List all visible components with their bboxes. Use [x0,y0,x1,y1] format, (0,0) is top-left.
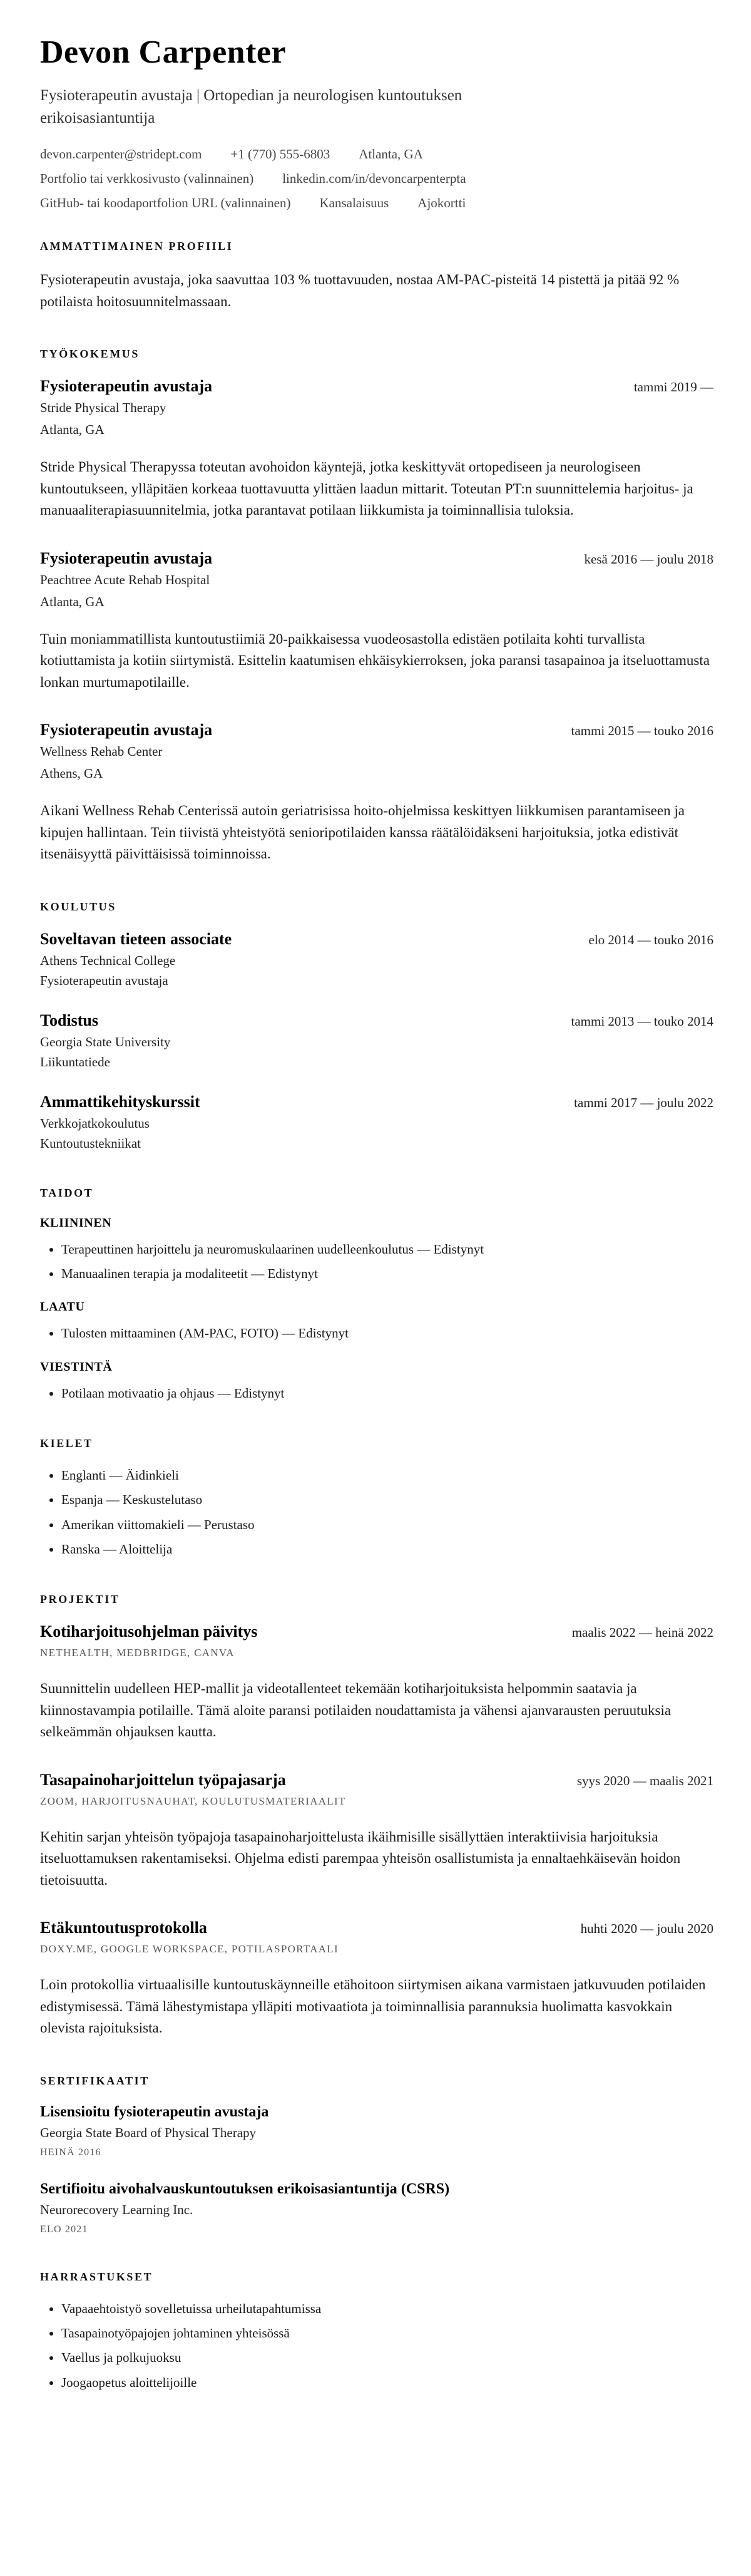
education-item [40,1011,713,1070]
candidate-title: Fysioterapeutin avustaja | Ortopedian ja neurologisen kuntoutuksen erikoisasiantuntija [40,87,462,126]
degree-dates: tammi 2013 — touko 2014 [571,1013,713,1029]
job-dates: kesä 2016 — joulu 2018 [584,551,713,567]
certification-item [40,2104,713,2158]
education-item-head [40,1093,713,1111]
project-tools: ZOOM, HARJOITUSNAUHAT, KOULUTUSMATERIAALIT [40,1795,346,1807]
job-dates: tammi 2019 — [633,379,713,394]
job-title: Fysioterapeutin avustaja [40,549,213,567]
certification-name: Sertifioitu aivohalvauskuntoutuksen erikoisasiantuntija (CSRS) [40,2180,450,2197]
job-company: Stride Physical Therapy [40,400,166,415]
experience-section-heading: TYÖKOKEMUS [40,348,140,360]
experience-item [40,377,713,522]
languages-section-heading: KIELET [40,1436,93,1450]
section-projects [40,1593,713,2039]
job-title: Fysioterapeutin avustaja [40,377,213,395]
location-text: Atlanta, GA [359,147,423,162]
hobby-list [40,2300,713,2391]
education-item-head [40,930,713,949]
driving-license-label: Ajokortti [417,195,466,210]
contact-row-3 [40,195,713,211]
skill-category [40,1360,713,1402]
section-languages [40,1437,713,1558]
skill-item: • Terapeuttinen harjoittelu ja neuromuskulaarinen uudelleenkoulutus — Edistynyt [61,1240,713,1258]
skill-item: • Potilaan motivaatio ja ohjaus — Edistynyt [61,1384,713,1402]
profile-section-heading: AMMATTIMAINEN PROFIILI [40,240,233,252]
phone-text: +1 (770) 555-6803 [230,147,330,162]
language-item: • Espanja — Keskustelutaso [61,1491,713,1508]
citizenship-label: Kansalaisuus [319,195,389,210]
projects-section-heading: PROJEKTIT [40,1593,120,1606]
education-item [40,1093,713,1151]
project-item-head [40,1771,713,1790]
section-hobbies [40,2270,713,2391]
project-description: Kehitin sarjan yhteisön työpajoja tasapainoharjoittelusta ikäihmisille sisällyttäen interaktiivisia harjoituksia itseluottamuksen rakentamiseksi. Ohjelma edisti parempaa yhteisön osallistumista ja ennaltaehkäisevän hoidon tietoisuutta. [40,1828,681,1888]
project-dates: maalis 2022 — heinä 2022 [571,1625,713,1641]
section-certifications [40,2074,713,2235]
school-name: Athens Technical College [40,952,176,968]
hobby-item: • Joogaopetus aloittelijoille [61,2374,713,2391]
portfolio-placeholder-text: Portfolio tai verkkosivusto (valinnainen) [40,171,254,186]
degree-title: Todistus [40,1011,98,1029]
language-list [40,1466,713,1558]
project-description: Suunnittelin uudelleen HEP-mallit ja videotallenteet tekemään kotiharjoituksista helpommin saatavia ja kiinnostavampia potilaille. Tämä aloite paransi potilaiden noudattamista ja vähensi ajanvarausten peruutuksia selkeämmän ohjauksen kautta. [40,1681,672,1740]
certifications-section-heading: SERTIFIKAATIT [40,2074,150,2087]
profile-text: Fysioterapeutin avustaja, joka saavuttaa 103 % tuottavuuden, nostaa AM-PAC-pisteitä 14 pistettä ja pitää 92 % potilaista hoitosuunnitelmassaan. [40,272,680,309]
field-of-study: Fysioterapeutin avustaja [40,972,168,988]
certification-issuer: Neurorecovery Learning Inc. [40,2202,193,2217]
education-section-heading: KOULUTUS [40,900,116,913]
section-education [40,900,713,1151]
job-description: Stride Physical Therapyssa toteutan avohoidon käyntejä, jotka keskittyvät ortopediseen ja neurologiseen kuntoutukseen, ylläpitäen korkeaa tuottavuutta ylittäen laadun mittarit. Toteutan PT:n suunnittelemia harjoitus- ja manuaaliterapiasuunnitelmia, jotka parantavat potilaan liikkumista ja toiminnallisia tuloksia. [40,459,693,518]
certification-date: HEINÄ 2016 [40,2146,101,2158]
project-dates: syys 2020 — maalis 2021 [576,1773,713,1788]
hobby-item: • Vapaaehtoistyö sovelletuissa urheilutapahtumissa [61,2300,713,2317]
skill-item: • Manuaalinen terapia ja modaliteetit — Edistynyt [61,1265,713,1282]
project-item [40,1919,713,2039]
certification-item [40,2181,713,2235]
job-description: Aikani Wellness Rehab Centerissä autoin geriatrisissa hoito-ohjelmissa keskittyen liikkumisen parantamiseen ja kipujen hallintaan. Tein tiivistä yhteistyötä senioripotilaiden kanssa räätälöidäkseni harjoituksia, jotka edistivät itsenäisyyttä päivittäisissä toiminnoissa. [40,803,685,862]
candidate-name: Devon Carpenter [40,34,287,70]
project-title: Kotiharjoitusohjelman päivitys [40,1622,258,1641]
contact-row-1 [40,147,713,162]
hobby-item: • Vaellus ja polkujuoksu [61,2349,713,2366]
certification-issuer: Georgia State Board of Physical Therapy [40,2125,257,2140]
language-item: • Ranska — Aloittelija [61,1540,713,1558]
skill-list [40,1240,713,1283]
skill-category [40,1216,713,1283]
project-description: Loin protokollia virtuaalisille kuntoutuskäynneille etähoitoon siirtymisen aikana varmistaen jatkuvuuden potilaiden edistymisessä. Tämä lähestymistapa ylläpiti motivaatiota ja toiminnallisia parannuksia huolimatta kasvokkain olevista rajoituksista. [40,1977,706,2036]
skill-list [40,1384,713,1402]
job-location: Atlanta, GA [40,422,105,437]
field-of-study: Liikuntatiede [40,1054,110,1069]
experience-item-head [40,549,713,568]
skill-item: • Tulosten mittaaminen (AM-PAC, FOTO) — Edistynyt [61,1324,713,1342]
linkedin-text: linkedin.com/in/devoncarpenterpta [282,171,466,186]
experience-item [40,721,713,865]
section-skills [40,1187,713,1402]
degree-title: Ammattikehityskurssit [40,1092,200,1111]
language-item: • Amerikan viittomakieli — Perustaso [61,1516,713,1533]
job-company: Wellness Rehab Center [40,744,163,759]
skill-category-name: LAATU [40,1300,85,1314]
experience-item-head [40,377,713,396]
project-tools: DOXY.ME, GOOGLE WORKSPACE, POTILASPORTAALI [40,1943,339,1955]
job-title: Fysioterapeutin avustaja [40,721,213,739]
skill-list [40,1324,713,1342]
section-experience [40,348,713,865]
education-item [40,930,713,989]
project-title: Etäkuntoutusprotokolla [40,1919,207,1937]
school-name: Georgia State University [40,1034,171,1049]
field-of-study: Kuntoutustekniikat [40,1135,141,1151]
project-dates: huhti 2020 — joulu 2020 [580,1921,713,1937]
job-description: Tuin moniammatillista kuntoutustiimiä 20-paikkaisessa vuodeosastolla edistäen potilaita kohti turvallista kotiuttamista ja kotiin siirtymistä. Esittelin kaatumisen ehkäisykierroksen, joka paransi tasapainoa ja itseluottamusta lonkan murtumapotilaille. [40,631,710,690]
resume-header [40,34,713,211]
hobbies-section-heading: HARRASTUKSET [40,2270,153,2283]
certification-date: ELO 2021 [40,2223,88,2235]
email-text: devon.carpenter@stridept.com [40,147,202,162]
job-location: Athens, GA [40,766,103,781]
project-title: Tasapainoharjoittelun työpajasarja [40,1770,286,1789]
certification-name: Lisensioitu fysioterapeutin avustaja [40,2103,269,2120]
degree-dates: elo 2014 — touko 2016 [588,932,713,947]
education-item-head [40,1011,713,1030]
experience-item-head [40,721,713,739]
project-item-head [40,1919,713,1937]
project-item [40,1771,713,1892]
school-name: Verkkojatkokoulutus [40,1115,150,1131]
github-placeholder-text: GitHub- tai koodaportfolion URL (valinnainen) [40,195,291,210]
skill-category-name: VIESTINTÄ [40,1359,113,1374]
contact-row-2 [40,171,713,187]
job-dates: tammi 2015 — touko 2016 [571,723,713,738]
hobby-item: • Tasapainotyöpajojen johtaminen yhteisössä [61,2324,713,2342]
project-item-head [40,1622,713,1641]
job-company: Peachtree Acute Rehab Hospital [40,572,210,587]
experience-item [40,549,713,694]
skill-category [40,1300,713,1342]
degree-dates: tammi 2017 — joulu 2022 [574,1095,713,1110]
job-location: Atlanta, GA [40,594,105,609]
degree-title: Soveltavan tieteen associate [40,929,232,948]
language-item: • Englanti — Äidinkieli [61,1466,713,1484]
project-item [40,1622,713,1743]
section-profile [40,240,713,312]
project-tools: NETHEALTH, MEDBRIDGE, CANVA [40,1647,235,1659]
skills-section-heading: TAIDOT [40,1186,94,1199]
skill-category-name: KLIININEN [40,1215,112,1230]
